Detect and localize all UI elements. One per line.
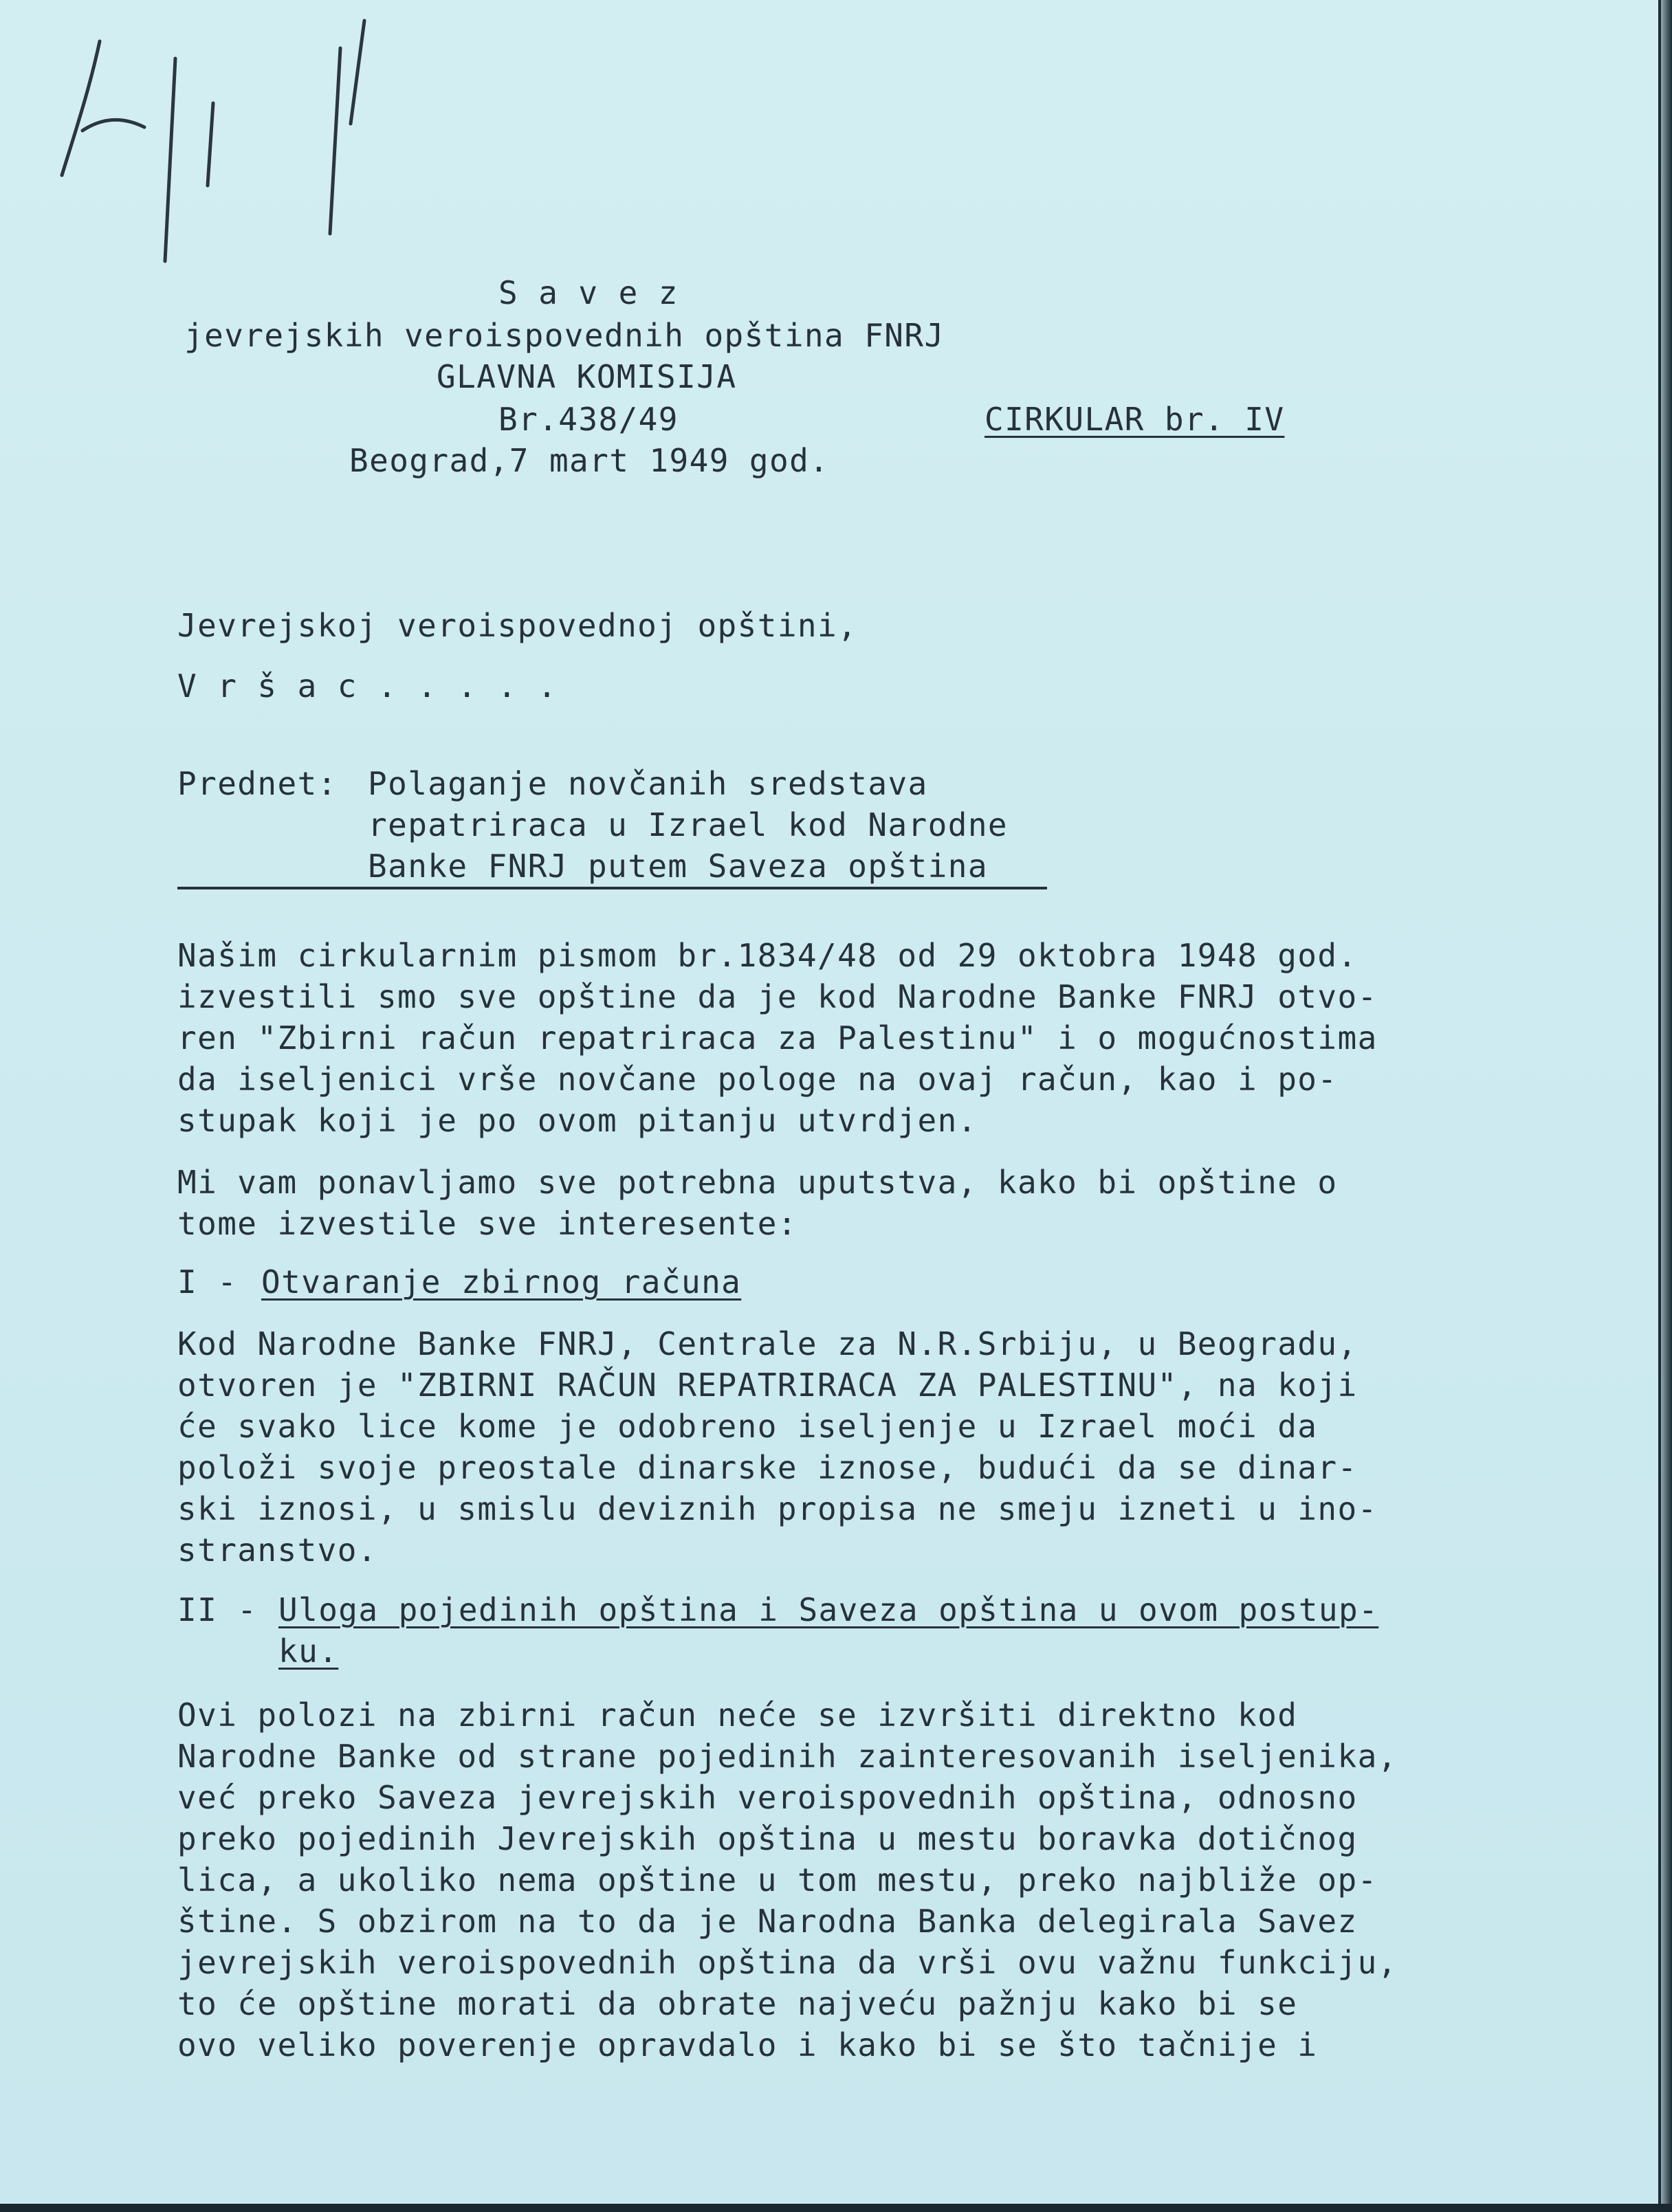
paragraph-line: štine. S obzirom na to da je Narodna Banka delegirala Savez	[177, 1903, 1358, 1940]
org-name-line1: S a v e z	[498, 274, 679, 311]
subject-line3: Banke FNRJ putem Saveza opština	[368, 848, 988, 885]
paragraph-line: ren "Zbirni račun repatriraca za Palestinu" i o mogućnostima	[177, 1019, 1378, 1057]
org-name-line2: jevrejskih veroispovednih opština FNRJ	[184, 317, 945, 354]
paragraph-line: izvestili smo sve opštine da je kod Narodne Banke FNRJ otvo-	[177, 978, 1378, 1015]
paragraph-line: položi svoje preostale dinarske iznose, budući da se dinar-	[177, 1449, 1358, 1486]
paragraph-line: ski iznosi, u smislu deviznih propisa ne smeju izneti u ino-	[177, 1490, 1378, 1527]
paragraph-line: tome izvestile sve interesente:	[177, 1205, 798, 1242]
paragraph-line: stranstvo.	[177, 1531, 377, 1569]
subject-line2: repatriraca u Izrael kod Narodne	[368, 806, 1009, 843]
section-2-title-line1: Uloga pojedinih opština i Saveza opština u ovom postup-	[278, 1591, 1379, 1628]
section-2-title-line2: ku.	[278, 1633, 339, 1670]
paragraph-line: Ovi polozi na zbirni račun neće se izvršiti direktno kod	[177, 1696, 1298, 1734]
circular-number: CIRKULAR br. IV	[984, 401, 1285, 438]
reference-number: Br.438/49	[498, 401, 679, 438]
addressee-line2: V r š a c . . . . .	[177, 667, 558, 705]
scan-edge-bottom	[0, 2204, 1672, 2212]
paragraph-line: Narodne Banke od strane pojedinih zainteresovanih iseljenika,	[177, 1738, 1398, 1775]
paragraph-line: već preko Saveza jevrejskih veroispovednih opština, odnosno	[177, 1779, 1358, 1816]
paragraph-line: Kod Narodne Banke FNRJ, Centrale za N.R.Srbiju, u Beogradu,	[177, 1325, 1358, 1362]
handwritten-mark	[28, 14, 440, 302]
paragraph-line: lica, a ukoliko nema opštine u tom mestu, preko najbliže op-	[177, 1861, 1378, 1899]
paragraph-line: Našim cirkularnim pismom br.1834/48 od 29 oktobra 1948 god.	[177, 937, 1358, 974]
paragraph-line: ovo veliko poverenje opravdalo i kako bi se što tačnije i	[177, 2026, 1318, 2064]
paragraph-line: to će opštine morati da obrate najveću pažnju kako bi se	[177, 1985, 1298, 2022]
place-and-date: Beograd,7 mart 1949 god.	[349, 442, 830, 479]
paragraph-line: stupak koji je po ovom pitanju utvrdjen.	[177, 1102, 978, 1139]
addressee-line1: Jevrejskoj veroispovednoj opštini,	[177, 607, 858, 644]
org-name-line3: GLAVNA KOMISIJA	[437, 358, 737, 395]
section-1-title: Otvaranje zbirnog računa	[261, 1263, 742, 1301]
paragraph-line: da iseljenici vrše novčane pologe na ovaj račun, kao i po-	[177, 1061, 1338, 1098]
paragraph-line: otvoren je "ZBIRNI RAČUN REPATRIRACA ZA PALESTINU", na koji	[177, 1367, 1358, 1404]
scan-edge-right	[1661, 0, 1672, 2212]
paragraph-line: Mi vam ponavljamo sve potrebna uputstva, kako bi opštine o	[177, 1164, 1338, 1201]
paragraph-line: jevrejskih veroispovednih opština da vrši ovu važnu funkciju,	[177, 1944, 1398, 1981]
subject-label: Prednet:	[177, 765, 338, 802]
section-2-number: II -	[177, 1591, 258, 1628]
section-1-number: I -	[177, 1263, 238, 1301]
paragraph-line: će svako lice kome je odobreno iseljenje u Izrael moći da	[177, 1408, 1318, 1445]
subject-underline	[177, 887, 1047, 889]
subject-line1: Polaganje novčanih sredstava	[368, 765, 928, 802]
paragraph-line: preko pojedinih Jevrejskih opština u mestu boravka dotičnog	[177, 1820, 1358, 1857]
